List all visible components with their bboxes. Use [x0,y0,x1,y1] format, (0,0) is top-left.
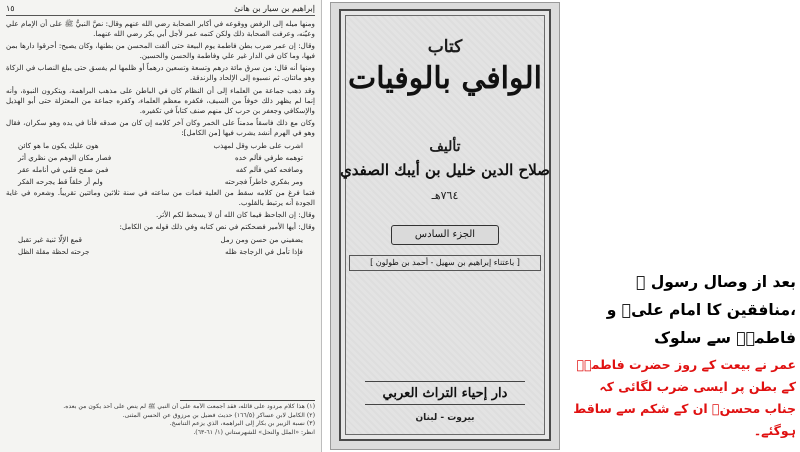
book-cover [330,2,560,450]
verse-hemistich: اشرب على طرب وقل لمهذب [213,141,303,151]
caption-highlight: عمر نے بیعت کے روز حضرت فاطمہؑ کے بطن پر ایسی ضرب لگائی کہ جناب محسنؑ ان کے شکم سے ساقط ہوگئے۔ [573,357,796,438]
cover-editors: [ باعتناء إبراهيم بن سهيل - أحمد بن طولون ] [349,255,541,271]
verse-hemistich: فصار مكان الوهم من نظري أثر [18,153,112,163]
paragraph: وقال: إن الجاحظ فيما كان الله أن لا يسخط لكم الأثر. [156,210,315,220]
paragraph: ومنها ميله إلى الرفض ووقوعه في أكابر الصحابة رضي الله عنهم وقال: نصَّ النبيُّ ﷺ على أن الإمام علي وعيّنه، وعرفت الصحابة ذلك ولكن كتمه عمر لأجل أبي بكر رضي الله عنهما. [6,19,315,39]
verse-line [6,234,315,246]
verse-line [6,164,315,176]
verse-hemistich: فمن صفح قلبي في أنامله عقر [18,165,109,175]
page-number: ١٥ [6,4,15,13]
cover-volume-badge: الجزء السادس [391,225,499,245]
paragraph: وقال: أيها الأمير فضحكتم في نص كتابه وفي ذلك قوله من الكامل: [119,222,315,232]
page-body [6,19,315,401]
verse-line [6,140,315,152]
urdu-caption [566,268,796,442]
footnote-divider [180,400,315,401]
paragraph: فتما فرغ من كلامه سقط من العلية فمات من ساعته في سنة ثلاثين ومائتين تقريباً. وشعره في غاية الجودة أنه يرتبط بالقلوب. [6,188,315,208]
book-page-scan [0,0,322,452]
footnote: انظر: «الملل والنحل» للشهرستاني (١/ ٦١-٦٣). [193,428,315,436]
cover-kitab-label: كتاب [427,37,463,57]
page-header [6,4,315,16]
footnote: (٢) الكامل لابن عساكر (١٦٦/٥) حديث فضيل بن مرزوق عن الحسن المثنى. [122,411,315,419]
cover-author: صلاح الدين خليل بن أيبك الصفدي [340,161,550,179]
verse-hemistich: يضفيني من حسن ومن زمل [220,235,303,245]
cover-publisher: دار إحياء التراث العربي [365,381,525,405]
paragraph: ومنها أنه قال: من سرق مائة درهم وتسعة وتسعين درهماً أو ظلمها لم يفسق حتى يبلغ النصاب في الزكاة وهو مائتان. ثم نسبوه إلى الإلحاد والزندقة. [6,63,315,83]
verse-hemistich: فإذا تأمل في الزجاجة ظله [225,247,303,257]
verse-hemistich: هون عليك يكون ما هو كائن [18,141,99,151]
verse-hemistich: ومر بفكري خاطراً فجرحته [224,177,303,187]
page-header-title: إبراهيم بن سيار بن هانئ [234,4,315,13]
cover-title: الوافي بالوفيات [347,61,542,96]
footnotes [6,403,315,449]
verse-hemistich: ولم أر خلقاً قط يجرحه الفكر [18,177,103,187]
verse-hemistich: جرحته لحظة مقلة الظل [18,247,90,257]
paragraph-highlighted: وقال: إن عمر ضرب بطن فاطمة يوم البيعة حتى ألقت المحسن من بطنها، وكان يصيح: أحرقوا دارها بمن فيها، وما كان في الدار غير علي وفاطمة والحسن والحسين. [6,41,315,61]
footnote: (٣) نسبة الزبير بن بكار إلى البراهمة، الذي يزعم التناسخ. [169,420,315,428]
verse-line [6,176,315,188]
verse-line [6,246,315,258]
cover-year: ٧٦٤هـ [431,189,459,202]
cover-city: بيروت - لبنان [415,413,475,423]
caption-heading: بعد از وصال رسول ﷺ ،منافقین کا امام علیؑ و فاطمہؑ سے سلوک [606,273,796,347]
verse-line [6,152,315,164]
verse-hemistich: وصافحه كفي فآلم كفه [235,165,303,175]
paragraph: وقد ذهب جماعة من العلماء إلى أن النظام كان في الباطن على مذهب البراهمة، ويتكرون النبوة، وأنه إنما لم يظهر ذلك خوفاً من السيف، فكفره معظم العلماء، وكفره جماعة من المعتزلة حتى أبو الهذيل والإسكافي وجعفر بن حرب كل منهم صنف كتاباً في تكفيره. [6,85,315,115]
verse-hemistich: توهمه طرفي فألم خده [234,153,303,163]
footnote: (١) هذا كلام مردود على قائله، فقد أجمعت الأمة على أن النبي ﷺ لم ينص على أحد يكون من بعده. [63,403,315,410]
paragraph: وكان مع ذلك فاسقاً مدمناً على الخمر وكان آخر كلامه إن كان من صدقه فأنا في يده وهو سكران، فقال وهو في الهرم أنشد يشرب فيها [من الكامل]: [6,117,315,137]
cover-talif-label: تأليف [429,139,461,155]
verse-hemistich: قمع الإلّا ثنية غير تقبل [18,235,83,245]
